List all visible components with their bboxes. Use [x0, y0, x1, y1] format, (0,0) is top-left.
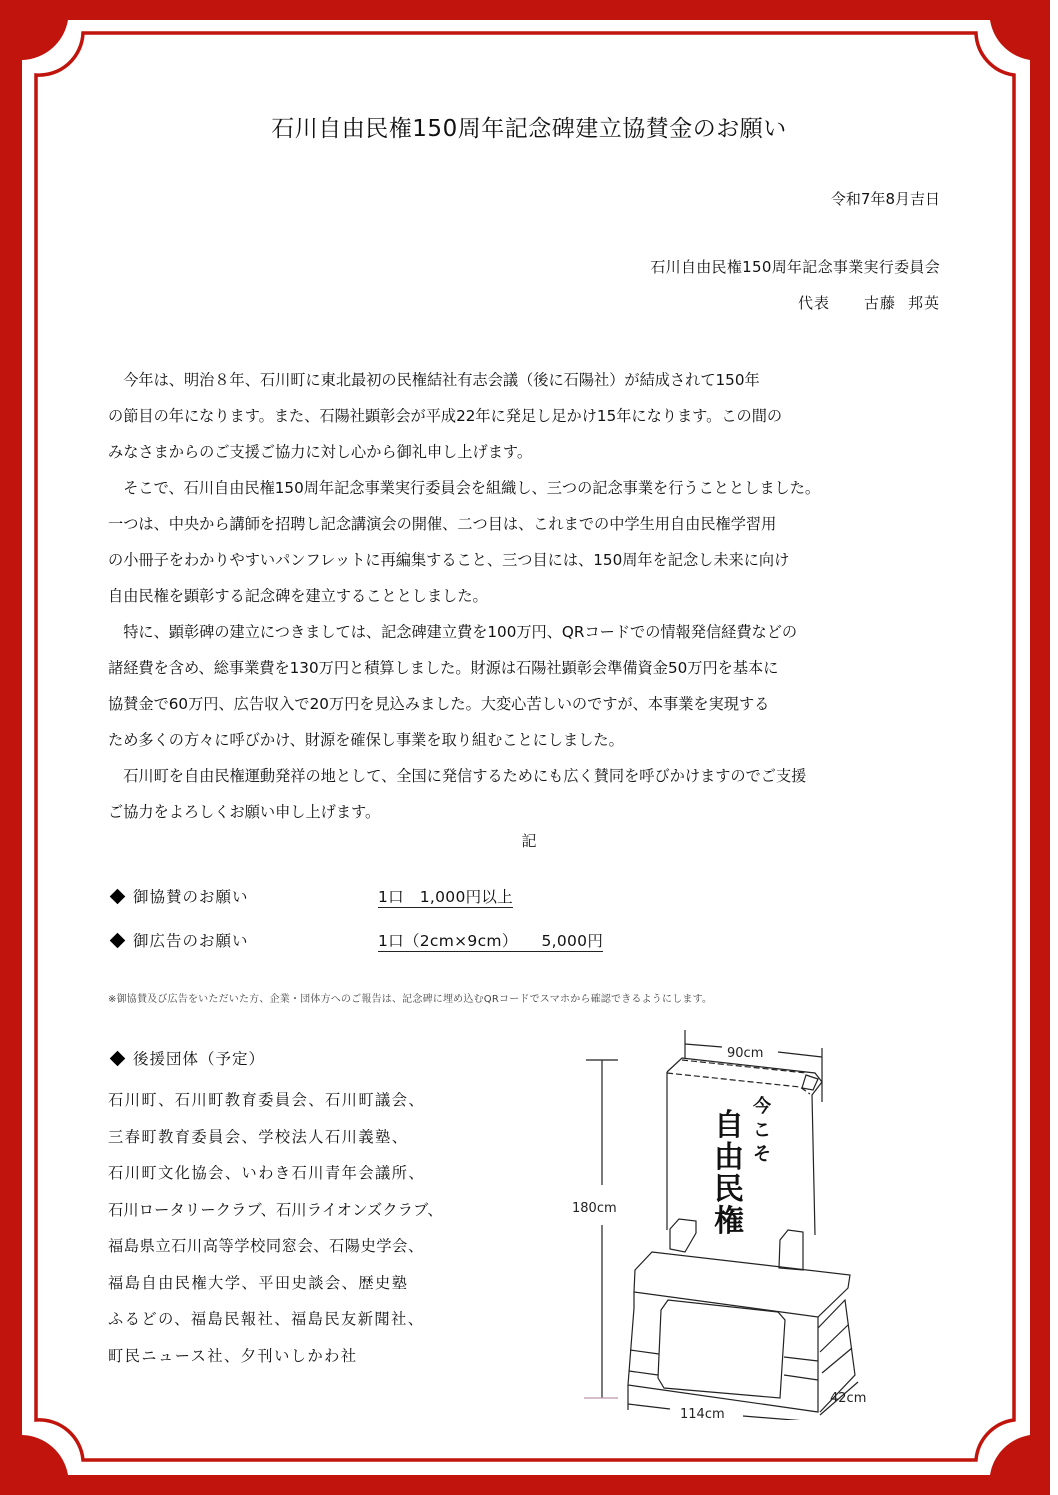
stele-top-edge [667, 1058, 822, 1235]
paragraph-line: 石川町を自由民権運動発祥の地として、全国に発信するためにも広く賛同を呼びかけますのでご支援 [123, 767, 807, 785]
stele-corner-cap [802, 1075, 818, 1090]
height-dimension-label: 180cm [572, 1201, 617, 1216]
inscription-large-char: 権 [714, 1204, 744, 1239]
diamond-bullet-icon [110, 889, 126, 905]
request-value: 1口 1,000円以上 [378, 888, 514, 906]
diamond-bullet-icon [110, 1051, 126, 1067]
request-label: 御協賛のお願い [133, 888, 249, 906]
request-label: 御広告のお願い [133, 932, 249, 950]
supporter-line: 福島自由民権大学、平田史談会、歴史塾 [108, 1273, 409, 1292]
pedestal-left-block [670, 1219, 696, 1252]
supporters-heading [108, 1047, 265, 1069]
supporter-line: ふるどの、福島民報社、福島民友新聞社、 [108, 1310, 425, 1328]
paragraph-2 [108, 470, 943, 614]
representative-role: 代表 [797, 294, 830, 312]
base-plaque-panel [658, 1300, 785, 1398]
paragraph-4 [108, 758, 943, 830]
paragraph-line: 特に、顕彰碑の建立につきましては、記念碑建立費を100万円、QRコードでの情報発信経費などの [123, 623, 798, 641]
width-dimension-label: 90cm [727, 1046, 764, 1061]
supporter-line: 石川ロータリークラブ、石川ライオンズクラブ、 [108, 1200, 443, 1219]
supporter-line: 石川町、石川町教育委員会、石川町議会、 [108, 1091, 426, 1109]
footnote: ※御協賛及び広告をいただいた方、企業・団体方へのご報告は、記念碑に埋め込むQRコードでスマホから確認できるようにします。 [108, 994, 713, 1005]
document-title: 石川自由民権150周年記念碑建立協賛金のお願い [271, 116, 787, 142]
frame-right-margin [1050, 0, 1058, 1495]
inscription-large-char: 民 [714, 1172, 744, 1207]
monument-diagram [560, 1030, 900, 1420]
base-front [628, 1308, 818, 1412]
paragraph-line: の節目の年になります。また、石陽社顕彰会が平成22年に発足し足かけ15年になります。この間の [108, 407, 783, 425]
request-sponsorship [108, 885, 513, 907]
stele-top-bevel [667, 1060, 810, 1094]
diamond-bullet-icon [110, 933, 126, 949]
inscription-large-char: 由 [714, 1140, 744, 1175]
paragraph-line: ご協力をよろしくお願い申し上げます。 [108, 803, 381, 821]
request-value: 1口（2cm×9cm） 5,000円 [378, 932, 604, 950]
representative [798, 292, 940, 313]
supporter-line: 三春町教育委員会、学校法人石川義塾、 [108, 1127, 409, 1146]
inscription-large-char: 自 [714, 1108, 744, 1143]
supporters-heading-text: 後援団体（予定） [133, 1050, 266, 1068]
base-width-dimension-label: 114cm [680, 1407, 725, 1420]
paragraph-line: 協賛金で60万円、広告収入で20万円を見込みました。大変心苦しいのですが、本事業を実現する [108, 695, 770, 713]
depth-dimension-label: 42cm [830, 1391, 867, 1406]
paragraph-3 [108, 614, 943, 758]
paragraph-line: 今年は、明治８年、石川町に東北最初の民権結社有志会議（後に石陽社）が結成されて150年 [123, 371, 760, 389]
inscription-small-char: そ [753, 1144, 771, 1165]
supporter-line: 福島県立石川高等学校同窓会、石陽史学会、 [108, 1237, 424, 1255]
base-width-dim-left [628, 1404, 670, 1409]
paragraph-line: 諸経費を含め、総事業費を130万円と積算しました。財源は石陽社顕彰会準備資金50万円を基本に [108, 659, 779, 677]
ki-heading: 記 [521, 832, 537, 850]
paragraph-1 [108, 362, 943, 470]
supporters-list [108, 1082, 443, 1374]
inscription-small-char: こ [753, 1120, 771, 1141]
paragraph-line: 自由民権を顕彰する記念碑を建立することとしました。 [108, 587, 488, 605]
paragraph-line: の小冊子をわかりやすいパンフレットに再編集すること、三つ目には、150周年を記念し未来に向け [108, 551, 790, 569]
width-dim-line-left [685, 1044, 722, 1047]
request-advertising [108, 929, 603, 951]
document-date: 令和7年8月吉日 [830, 190, 940, 208]
width-dim-line-right [778, 1052, 822, 1057]
paragraph-line: 一つは、中央から講師を招聘し記念講演会の開催、二つ目は、これまでの中学生用自由民権学習用 [108, 515, 777, 533]
paragraph-line: ため多くの方々に呼びかけ、財源を確保し事業を取り組むことにしました。 [108, 731, 624, 749]
paragraph-line: そこで、石川自由民権150周年記念事業実行委員会を組織し、三つの記念事業を行うこととしました。 [123, 479, 821, 497]
pedestal-slab [634, 1252, 850, 1317]
paragraph-line: みなさまからのご支援ご協力に対し心から御礼申し上げます。 [108, 443, 533, 461]
pedestal-right-block [779, 1230, 803, 1270]
organization-name: 石川自由民権150周年記念事業実行委員会 [650, 258, 940, 276]
inscription-small-char: 今 [753, 1096, 771, 1117]
supporter-line: 町民ニュース社、夕刊いしかわ社 [108, 1346, 358, 1365]
representative-surname: 古藤 [863, 294, 896, 312]
supporter-line: 石川町文化協会、いわき石川青年会議所、 [108, 1164, 426, 1182]
representative-given-name: 邦英 [907, 294, 940, 312]
base-width-dim-right [743, 1416, 818, 1420]
body-text [108, 362, 943, 830]
